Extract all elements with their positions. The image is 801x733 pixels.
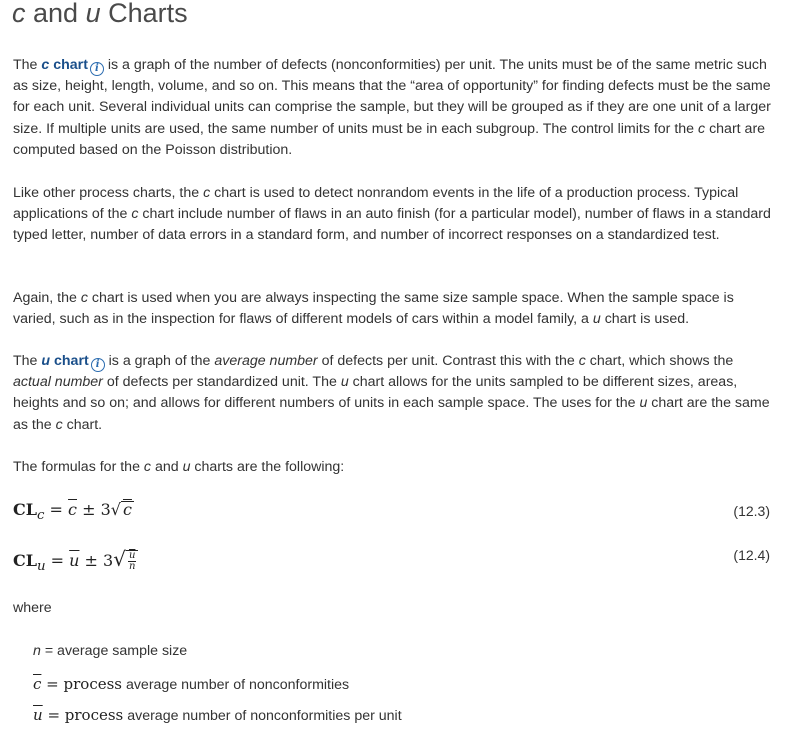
p4-f: chart allows for the units sampled to be different sizes, areas, heights and so on; and allows for different numbers of units in each sample space. The uses for the: [13, 374, 738, 412]
def-c-eq: = process: [41, 675, 122, 693]
c-chart-term-letter: c: [41, 57, 50, 73]
title-u: u: [85, 0, 101, 28]
p1-text: is a graph of the number of defects (nonconformities) per unit. The units must be of the same metric such as size, height, length, volume, and so on. This means that the “area of opportunity” for finding defects must be the same for each unit. Several individual units can comprise the sample, but they will be grouped as if they are one unit of a larger size. If multiple units are used, the same number of units must be in each subgroup. The control limits for the: [13, 57, 771, 137]
eq2-eq: =: [45, 551, 70, 570]
u-chart-term-link[interactable]: u chart: [41, 353, 89, 369]
equation-u-chart: [13, 547, 138, 574]
p4-u2: u: [639, 395, 648, 412]
p2-c3: chart include number of flaws in an auto finish (for a particular model), number of flaws in a standard typed letter, number of data errors in a standard form, and number of incorrect responses on a standardized test.: [13, 206, 771, 244]
definition-n: [33, 643, 187, 659]
p3-u: u: [592, 311, 601, 328]
page-title: c and u Charts: [12, 0, 188, 28]
def-u-eq: = process: [42, 706, 124, 724]
definition-u-bar: [33, 706, 402, 724]
equation-c-chart: [13, 500, 134, 523]
eq1-cl: CL: [13, 500, 37, 519]
eq2-pm: ± 3: [79, 551, 114, 570]
p5-b: and: [151, 459, 183, 475]
eq2-ubar: $\overline{u}$: [69, 551, 80, 570]
p4-avg: average number: [214, 353, 318, 369]
eq1-cbar: $\overline{c}$: [68, 500, 77, 519]
p1-pre: The: [13, 57, 42, 73]
p4-actual: actual number: [13, 374, 103, 391]
paragraph-c-chart: [13, 55, 773, 161]
eq2-sub: u: [36, 559, 46, 575]
eq1-sub: c: [36, 508, 45, 524]
eq2-fraction: [128, 551, 136, 572]
def-u-var: $\overline{u}$: [33, 706, 43, 724]
equation-number-12-3: (12.3): [733, 503, 770, 519]
u-chart-term-letter: u: [41, 353, 51, 369]
where-label: where: [13, 600, 52, 616]
p3-c: c: [80, 290, 88, 306]
eq1-radical-sign: √: [110, 500, 121, 519]
p1-end: chart are computed based on the Poisson distribution.: [13, 120, 766, 158]
equation-number-12-4: (12.4): [733, 547, 770, 563]
paragraph-formulas: [13, 457, 773, 478]
p4-b: of defects per unit. Contrast this with the: [317, 353, 579, 369]
eq1-pm: ± 3: [77, 500, 111, 519]
paragraph-c-vs-u: [13, 288, 773, 330]
def-n-var: n: [33, 643, 41, 659]
definition-c-bar: [33, 675, 349, 693]
eq2-frac-den: n: [128, 561, 136, 572]
p4-c1: c: [578, 353, 586, 369]
p3-d: chart is used.: [600, 311, 690, 328]
p2-a: Like other process charts, the: [13, 185, 204, 201]
eq2-radicand: [126, 550, 138, 572]
title-c: c: [12, 0, 26, 28]
eq1-eq: =: [44, 500, 69, 519]
p5-d: charts are the following:: [190, 459, 345, 475]
p3-a: Again, the: [13, 290, 81, 306]
eq2-frac-num: u: [128, 550, 136, 561]
p3-b: chart is used when you are always inspecting the same size sample space. When the sample space is varied, such as in the inspection for flaws of different models of cars within a model family, a: [13, 290, 734, 328]
eq1-rad-c: c: [122, 500, 132, 519]
p5-c: c: [143, 459, 151, 475]
p2-b: chart is used to detect nonrandom events in the life of a production process. Typical applications of the: [13, 185, 739, 223]
def-u-text: average number of nonconformities per unit: [123, 708, 402, 724]
eq1-radicand: [121, 501, 134, 518]
eq2-cl: CL: [13, 551, 37, 570]
paragraph-c-chart-uses: [13, 183, 773, 247]
def-c-var: $\overline{c}$: [33, 675, 42, 693]
p5-a: The formulas for the: [13, 459, 144, 475]
eq2-radical-sign: √: [113, 547, 126, 571]
def-n-text: = average sample size: [40, 643, 188, 659]
c-chart-info-icon[interactable]: i: [90, 62, 104, 76]
paragraph-u-chart: [13, 351, 773, 436]
p1-c: c: [698, 120, 706, 137]
p4-h: chart.: [62, 416, 103, 433]
p4-pre: The: [13, 353, 42, 369]
p4-a: is a graph of the: [104, 353, 215, 369]
p4-e: of defects per standardized unit. The: [102, 374, 341, 391]
p2-c1: c: [203, 185, 211, 201]
p4-d: chart, which shows the: [585, 353, 734, 369]
p4-c2: c: [55, 416, 63, 433]
u-chart-info-icon[interactable]: i: [91, 358, 105, 372]
p5-u: u: [182, 459, 191, 475]
p4-u1: u: [340, 374, 349, 391]
p2-c2: c: [131, 206, 139, 223]
def-c-text: average number of nonconformities: [122, 677, 350, 693]
p4-g: chart are the same as the: [13, 395, 770, 433]
c-chart-term-link[interactable]: c chart: [41, 57, 88, 73]
